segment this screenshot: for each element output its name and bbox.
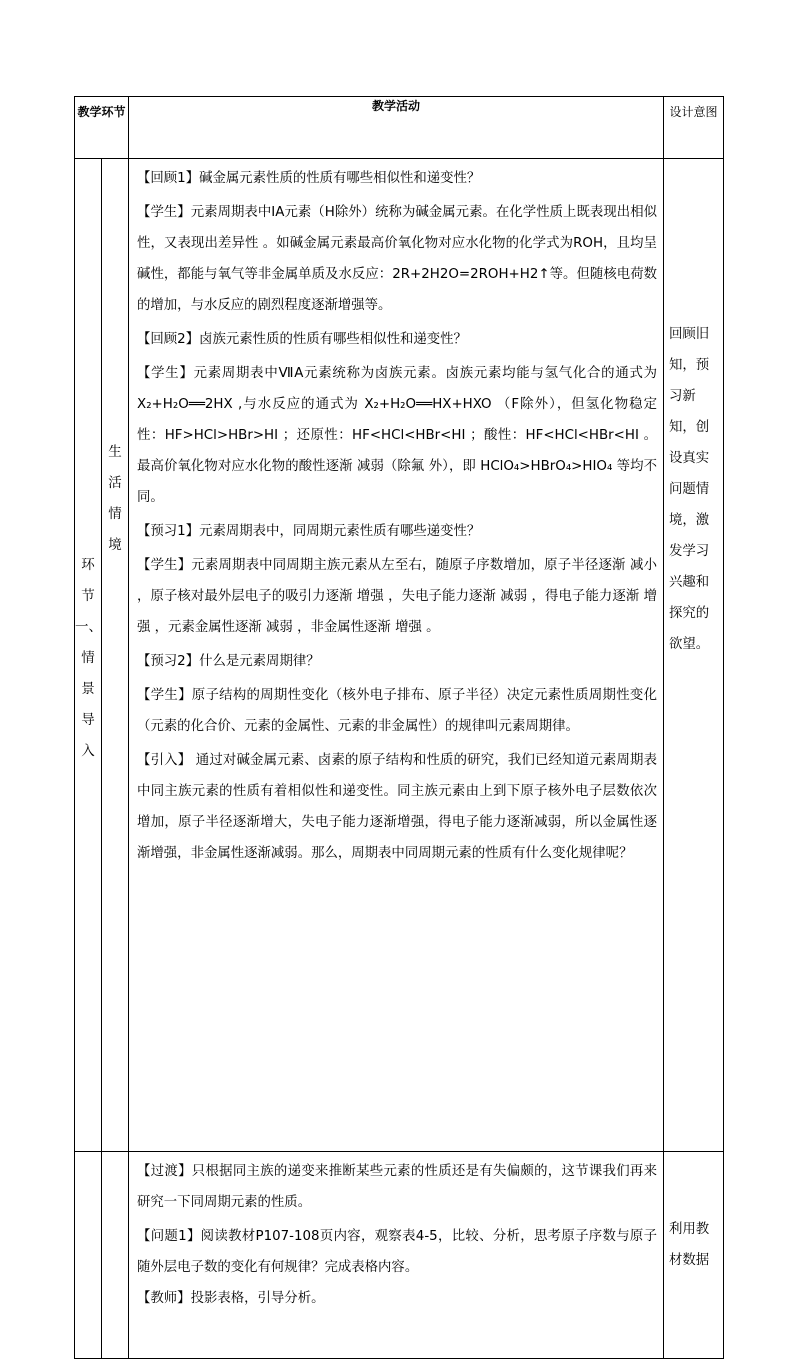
activity-paragraph: 【预习2】什么是元素周期律？ — [137, 654, 320, 669]
table-row — [75, 1152, 724, 1359]
empty-sub-stage-cell — [102, 1152, 129, 1359]
header-intent: 设计意图 — [664, 97, 724, 159]
activity-paragraph: 【回顾1】碱金属元素性质的性质有哪些相似性和递变性？ — [137, 171, 481, 186]
activity-content — [129, 1152, 664, 1359]
header-activity: 教学活动 — [129, 97, 664, 159]
activity-paragraph: 【学生】原子结构的周期性变化（核外电子排布、原子半径）决定元素性质周期性变化（元素的化合价、元素的金属性、元素的非金属性）的规律叫元素周期律。 — [137, 688, 658, 734]
sub-stage-label: 生活情境 — [102, 159, 129, 1152]
lesson-plan-table — [74, 96, 724, 1359]
activity-paragraph: 【学生】元素周期表中ⅠA元素（H除外）统称为碱金属元素。在化学性质上既表现出相似性，又表现出差异性 。如碱金属元素最高价氧化物对应水化物的化学式为ROH，且均呈碱性，都能与氧气等非金属单质及水反应：2R+2H2O=2ROH+H2↑等。但随核电荷数的增加，与水反应的剧烈程度逐渐增强等。 — [137, 205, 658, 313]
table-row — [75, 159, 724, 1152]
empty-stage-cell — [75, 1152, 102, 1359]
activity-paragraph: 【问题1】阅读教材P107-108页内容，观察表4-5，比较、分析，思考原子序数与原子随外层电子数的变化有何规律？完成表格内容。 — [137, 1229, 658, 1275]
activity-paragraph: 【学生】元素周期表中同周期主族元素从左至右，随原子序数增加，原子半径逐渐 减小 ，原子核对最外层电子的吸引力逐渐 增强 ，失电子能力逐渐 减弱 ，得电子能力逐渐 增强 ，元素金属性逐渐 减弱 ，非金属性逐渐 增强 。 — [137, 558, 658, 635]
activity-paragraph: 【学生】元素周期表中ⅦA元素统称为卤族元素。卤族元素均能与氢气化合的通式为X₂+H₂O══2HX ,与水反应的通式为 X₂+H₂O══HX+HXO （F除外），但氢化物稳定性：HF>HCl>HBr>HI ；还原性：HF<HCl<HBr<HI ；酸性：HF<HCl<HBr<HI 。最高价氧化物对应水化物的酸性逐渐 减弱（除氟 外），即 HClO₄>HBrO₄>HIO₄ 等均不同。 — [137, 366, 658, 505]
activity-paragraph: 【回顾2】卤族元素性质的性质有哪些相似性和递变性？ — [137, 332, 467, 347]
design-intent: 回顾旧知，预习新知，创设真实问题情境，激发学习兴趣和探究的欲望。 — [664, 159, 724, 1152]
design-intent: 利用教材数据 — [664, 1152, 724, 1359]
header-stage: 教学环节 — [75, 97, 129, 159]
table-header-row — [75, 97, 724, 159]
activity-paragraph: 【过渡】只根据同主族的递变来推断某些元素的性质还是有失偏颇的，这节课我们再来研究一下同周期元素的性质。 — [137, 1164, 658, 1210]
activity-paragraph: 【引入】 通过对碱金属元素、卤素的原子结构和性质的研究，我们已经知道元素周期表中同主族元素的性质有着相似性和递变性。同主族元素由上到下原子核外电子层数依次增加，原子半径逐渐增大，失电子能力逐渐增强，得电子能力逐渐减弱，所以金属性逐渐增强，非金属性逐渐减弱。那么，周期表中同周期元素的性质有什么变化规律呢？ — [137, 753, 658, 861]
activity-content — [129, 159, 664, 1152]
stage-label: 环节一、情景导入 — [75, 159, 102, 1152]
activity-paragraph: 【教师】投影表格，引导分析。 — [137, 1291, 325, 1306]
activity-paragraph: 【预习1】元素周期表中，同周期元素性质有哪些递变性？ — [137, 524, 481, 539]
